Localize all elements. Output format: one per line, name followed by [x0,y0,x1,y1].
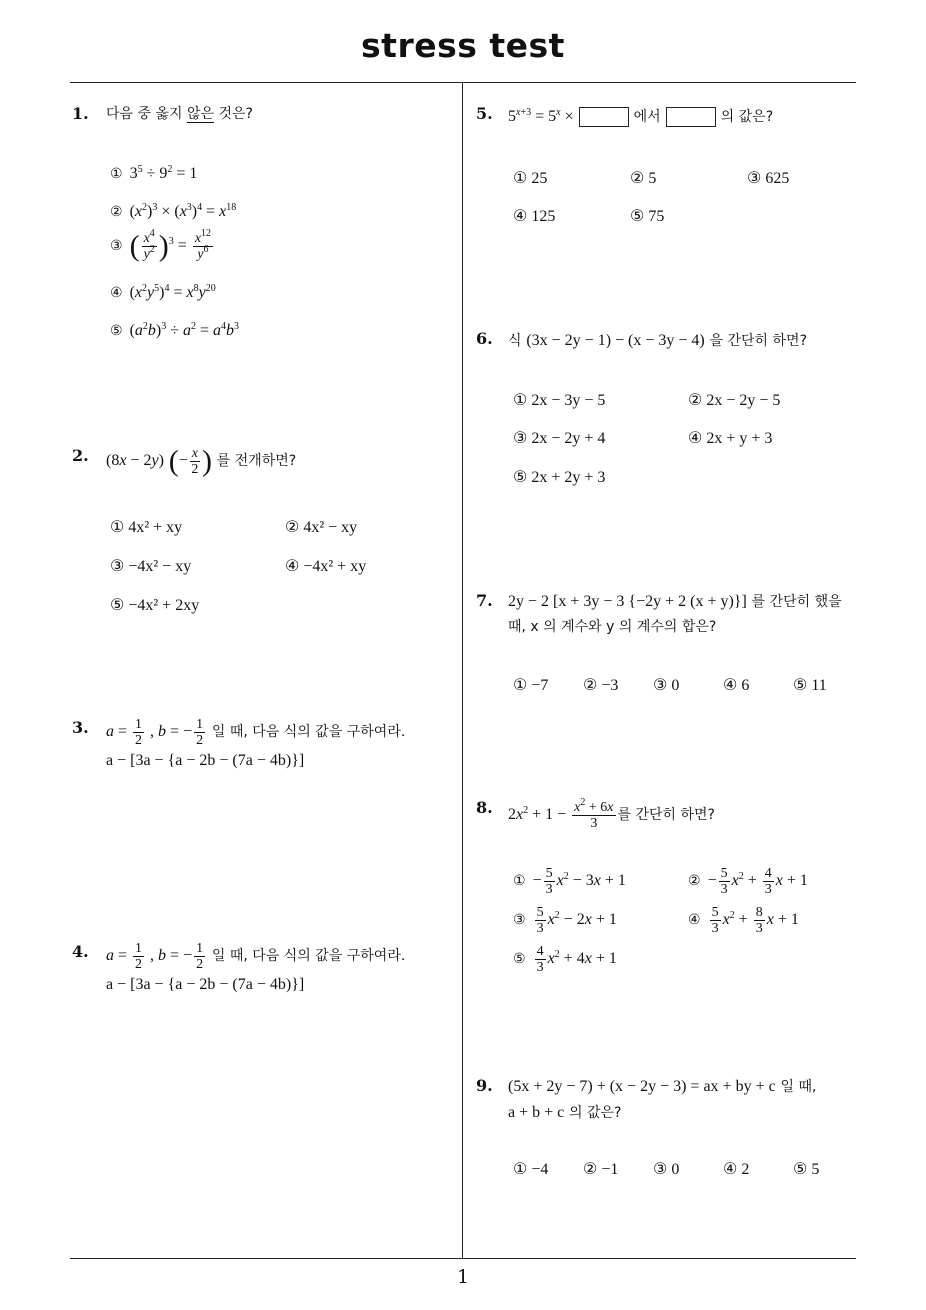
q8-option-3[interactable]: ③ $\frac{5}{3}$ $x^2 - 2x + 1$ [513,905,617,936]
q1-option-4[interactable]: ④ $(x^2y^5)^4 = x^8y^{20}$ [110,283,216,301]
q6-option-4[interactable]: ④ 2x + y + 3 [688,430,773,447]
q1-number: 1. [72,104,89,123]
q5-prompt: $5^{x+3} = 5^x$ × 에서 의 값은? [508,107,774,125]
q3-condition: a = $\frac{1}{2}$ , b = − $\frac{1}{2}$ 일 때, 다음 식의 값을 구하여라. [106,717,406,748]
q7-prompt-line1: 2y − 2 [x + 3y − 3 {−2y + 2 (x + y)}] 를 간단히 했을 [508,593,842,610]
q5-option-5[interactable]: ⑤ 75 [630,208,665,225]
q5-option-4[interactable]: ④ 125 [513,208,556,225]
column-divider [462,83,463,1259]
q9-option-3[interactable]: ③ 0 [653,1161,680,1178]
q6-option-3[interactable]: ③ 2x − 2y + 4 [513,430,606,447]
q1-option-2[interactable]: ② $(x^2)^3 \times (x^3)^4 = x^{18}$ [110,202,237,220]
q4-condition: a = $\frac{1}{2}$ , b = − $\frac{1}{2}$ 일 때, 다음 식의 값을 구하여라. [106,941,406,972]
q6-option-5[interactable]: ⑤ 2x + 2y + 3 [513,469,606,486]
q2-number: 2. [72,446,89,465]
q5-number: 5. [476,104,493,123]
q1-option-5[interactable]: ⑤ $(a^2b)^3 \div a^2 = a^4b^3$ [110,321,240,339]
q5-option-1[interactable]: ① 25 [513,170,548,187]
q8-option-5[interactable]: ⑤ $\frac{4}{3}$ $x^2 + 4x + 1$ [513,944,617,975]
q8-option-1[interactable]: ① − $\frac{5}{3}$ $x^2 - 3x + 1$ [513,866,626,897]
q2-option-5[interactable]: ⑤ −4x² + 2xy [110,597,200,614]
q5-blank-1[interactable] [579,107,629,127]
q2-option-3[interactable]: ③ −4x² − xy [110,558,192,575]
q6-prompt: 식 (3x − 2y − 1) − (x − 3y − 4) 을 간단히 하면? [508,332,808,349]
q8-number: 8. [476,798,493,817]
q2-option-2[interactable]: ② 4x² − xy [285,519,358,536]
q6-number: 6. [476,329,493,348]
q4-number: 4. [72,942,89,961]
q9-option-1[interactable]: ① −4 [513,1161,549,1178]
q2-prompt: (8x − 2y) (− $\frac{x}{2}$ ) 를 전개하면? [106,444,297,478]
bottom-rule [70,1258,856,1259]
q9-prompt-line1: (5x + 2y − 7) + (x − 2y − 3) = ax + by + c 일 때, [508,1078,817,1095]
q4-expression: a − [3a − {a − 2b − (7a − 4b)}] [106,976,305,993]
q7-prompt-line2: 때, x 의 계수와 y 의 계수의 합은? [508,619,717,635]
q7-option-1[interactable]: ① −7 [513,677,549,694]
q3-expression: a − [3a − {a − 2b − (7a − 4b)}] [106,752,305,769]
top-rule [70,82,856,83]
q6-option-2[interactable]: ② 2x − 2y − 5 [688,392,781,409]
q9-option-2[interactable]: ② −1 [583,1161,619,1178]
q1-option-1[interactable]: ① $3^5 \div 9^2 = 1$ [110,164,198,182]
q9-number: 9. [476,1076,493,1095]
q1-prompt: 다음 중 옳지 않은 것은? [106,106,253,122]
q6-option-1[interactable]: ① 2x − 3y − 5 [513,392,606,409]
q7-option-3[interactable]: ③ 0 [653,677,680,694]
q5-option-2[interactable]: ② 5 [630,170,657,187]
page-title: stress test [361,26,565,65]
q5-option-3[interactable]: ③ 625 [747,170,790,187]
q2-option-4[interactable]: ④ −4x² + xy [285,558,367,575]
q7-option-4[interactable]: ④ 6 [723,677,750,694]
q3-number: 3. [72,718,89,737]
q7-number: 7. [476,591,493,610]
page-number: 1 [456,1266,470,1288]
q8-option-2[interactable]: ② − $\frac{5}{3}$ $x^2$ + $\frac{4}{3}$ x + 1 [688,866,808,897]
q9-option-5[interactable]: ⑤ 5 [793,1161,820,1178]
q8-option-4[interactable]: ④ $\frac{5}{3}$ $x^2$ + $\frac{8}{3}$ x + 1 [688,905,799,936]
q8-prompt: $2x^2 + 1$ − $\frac{x^2 + 6x}{3}$ 를 간단히 하면? [508,797,715,831]
q2-option-1[interactable]: ① 4x² + xy [110,519,183,536]
q1-option-3[interactable]: ③ ( $\frac{x^4}{y^2}$ )$^3$ = $\frac{x^{12}}{y^6}$ [110,228,212,263]
q5-blank-2[interactable] [666,107,716,127]
q7-option-2[interactable]: ② −3 [583,677,619,694]
q9-prompt-line2: a + b + c 의 값은? [508,1104,622,1121]
q7-option-5[interactable]: ⑤ 11 [793,677,827,694]
q9-option-4[interactable]: ④ 2 [723,1161,750,1178]
